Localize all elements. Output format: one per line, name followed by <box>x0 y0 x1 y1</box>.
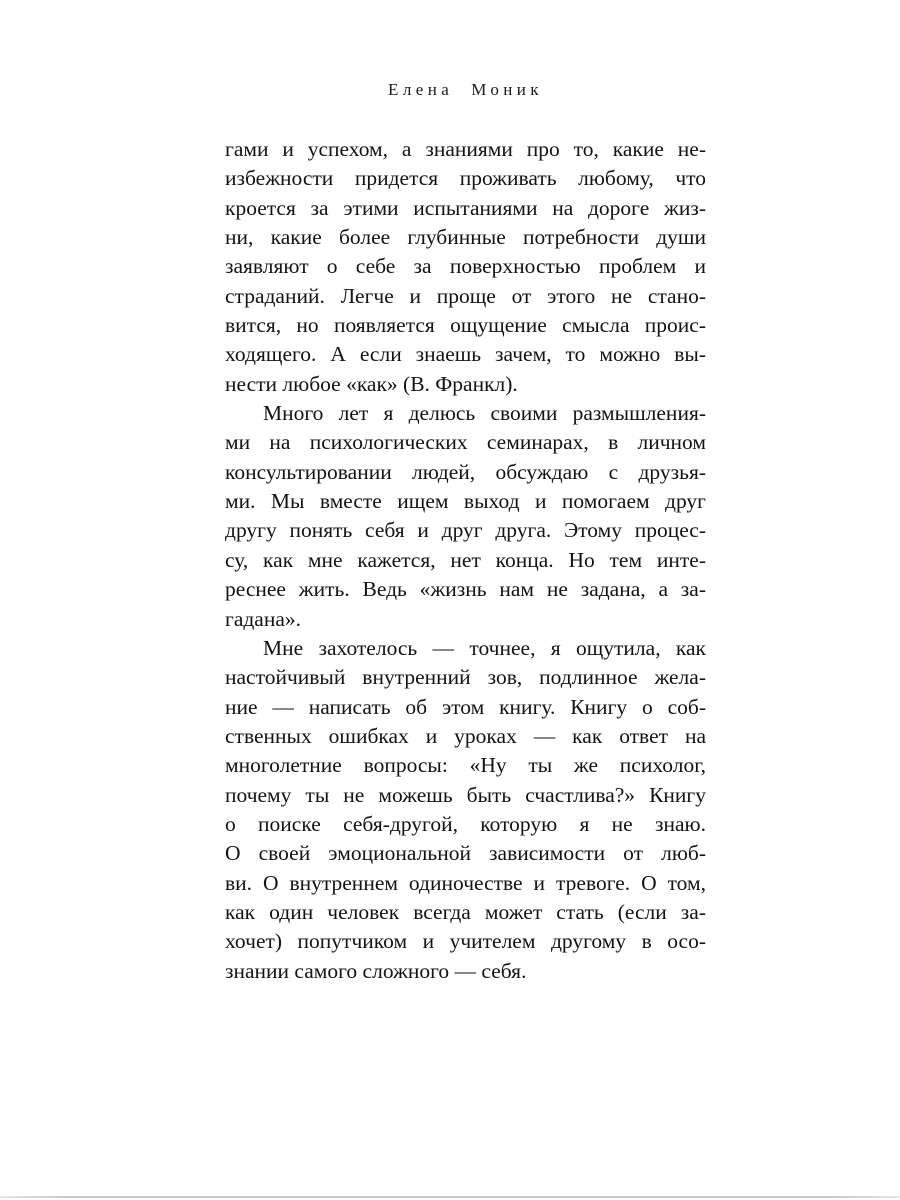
text-line: О своей эмоциональной зависимости от люб- <box>225 841 706 866</box>
text-line: вится, но появляется ощущение смысла проис- <box>225 313 706 338</box>
text-line: гами и успехом, а знаниями про то, какие не- <box>225 137 706 161</box>
page-bottom-edge <box>0 1196 900 1198</box>
text-line: почему ты не можешь быть счастлива?» Книгу <box>225 782 706 807</box>
text-line: ми. Мы вместе ищем выход и помогаем друг <box>225 489 706 514</box>
text-line: избежности придется проживать любому, что <box>225 166 706 191</box>
text-line: заявляют о себе за поверхностью проблем и <box>225 254 706 279</box>
paragraph <box>225 135 706 399</box>
body-text <box>225 135 706 986</box>
text-line: гадана». <box>225 606 302 631</box>
text-line: страданий. Легче и проще от этого не стано- <box>225 283 706 308</box>
text-line: другу понять себя и друг друга. Этому процес- <box>225 518 706 543</box>
text-line: су, как мне кажется, нет конца. Но тем инте- <box>225 547 706 572</box>
text-line: ви. О внутреннем одиночестве и тревоге. О том, <box>225 870 706 895</box>
text-line: реснее жить. Ведь «жизнь нам не задана, а за- <box>225 577 706 602</box>
text-line: ственных ошибках и уроках — как ответ на <box>225 723 706 748</box>
text-line: ходящего. А если знаешь зачем, то можно вы- <box>225 342 706 367</box>
text-line: ни, какие более глубинные потребности души <box>225 225 706 250</box>
paragraph <box>225 634 706 986</box>
text-line: кроется за этими испытаниями на дороге жиз- <box>225 195 706 220</box>
text-line: знании самого сложного — себя. <box>225 958 527 983</box>
text-line: настойчивый внутренний зов, подлинное жела- <box>225 665 706 690</box>
running-head-author: Елена Моник <box>388 80 543 99</box>
text-line: Много лет я делюсь своими размышления- <box>263 401 706 426</box>
text-line: о поиске себя-другой, которую я не знаю. <box>225 811 706 836</box>
text-line: нести любое «как» (В. Франкл). <box>225 371 518 396</box>
text-line: как один человек всегда может стать (если за- <box>225 899 706 924</box>
text-line: ми на психологических семинарах, в личном <box>225 430 706 455</box>
text-line: Мне захотелось — точнее, я ощутила, как <box>263 635 706 660</box>
text-line: ние — написать об этом книгу. Книгу о соб- <box>225 694 706 719</box>
text-line: консультировании людей, обсуждаю с друзья- <box>225 459 706 484</box>
text-line: многолетние вопросы: «Ну ты же психолог, <box>225 753 706 778</box>
paragraph <box>225 399 706 634</box>
text-line: хочет) попутчиком и учителем другому в осо- <box>225 929 706 954</box>
